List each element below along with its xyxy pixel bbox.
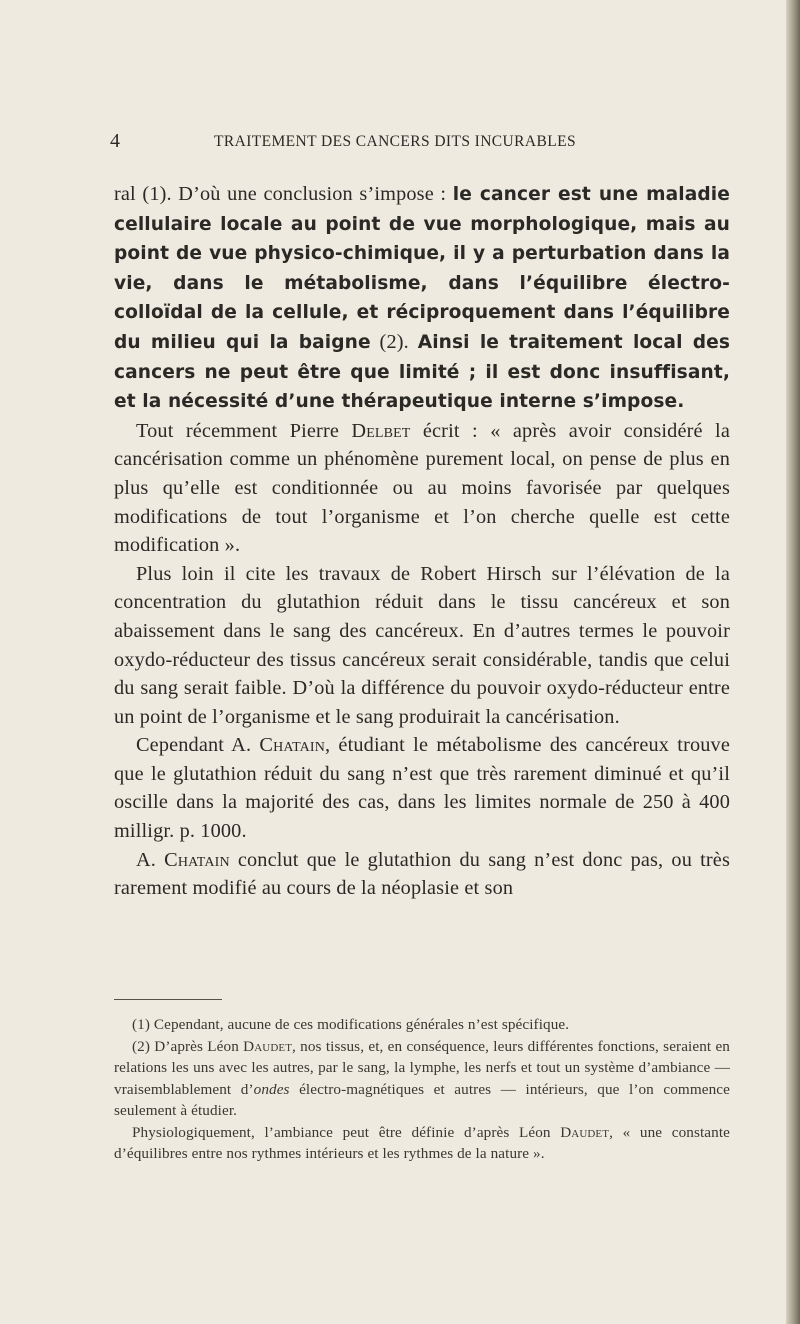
- footnote-3: [114, 1122, 730, 1165]
- page-edge: [786, 0, 800, 1324]
- author-name-daudet-2: Daudet: [560, 1123, 610, 1141]
- author-name-chatain: Chatain: [259, 734, 325, 757]
- footnotes: [114, 1014, 730, 1165]
- p1-start: ral (1). D’où une conclusion s’impose :: [114, 183, 453, 205]
- fn2-italic-word: ondes: [253, 1080, 290, 1098]
- paragraph-5: [114, 846, 730, 903]
- page-number: 4: [110, 130, 121, 152]
- p5-text-a: A.: [136, 848, 165, 871]
- p4-text-b: , étudiant le métabolisme des cancéreux trouve que le glutathion réduit du sang n’est que très rarement diminué et qu’il oscille dans la majorité des cas, dans les limites normale de 250 à 400 milligr. p. 1000.: [114, 734, 730, 843]
- body-text: [114, 180, 730, 903]
- paragraph-1: [114, 180, 730, 417]
- fn2-text-a: (2) D’après Léon: [132, 1037, 244, 1055]
- paragraph-2: [114, 417, 730, 560]
- footnote-separator: [114, 999, 222, 1000]
- p1-footnote-ref: (2).: [370, 330, 418, 353]
- running-header: [110, 130, 728, 155]
- p4-text-a: Cependant A.: [136, 734, 260, 757]
- p5-text-b: conclut que le glutathion du sang n’est donc pas, ou très rarement modifié au cours de la néoplasie et son: [114, 848, 730, 900]
- paragraph-3: Plus loin il cite les travaux de Robert Hirsch sur l’élévation de la concentration du glutathion réduit dans le tissu cancéreux et son abaissement dans le sang des cancéreux. En d’autres termes le pouvoir oxydo-réducteur des tissus cancéreux serait considérable, tandis que celui du sang serait faible. D’où la différence du pouvoir oxydo-réducteur entre un point de l’organisme et le sang produirait la cancérisation.: [114, 562, 730, 728]
- p2-text-b: écrit : « après avoir considéré la cancérisation comme un phénomène purement local, on pense de plus en plus qu’elle est conditionnée ou au moins favorisée par quelques modifications de tout l’organisme et l’on cherche quelle est cette modification ».: [114, 419, 730, 557]
- fn2-text-b: , nos tissus, et, en conséquence, leurs différentes fonctions, seraient en relations les uns avec les autres, par le sang, la lymphe, les nerfs et tout un système d’ambiance — vraisemblablement d’: [114, 1037, 731, 1098]
- fn3-text-a: Physiologiquement, l’ambiance peut être définie d’après Léon: [132, 1123, 561, 1141]
- p1-bold-conclusion: Ainsi le traitement local des cancers ne peut être que limité ; il est donc insuffisant, et la nécessité d’une thérapeutique interne s’impose.: [114, 331, 731, 413]
- p1-bold-statement: le cancer est une maladie cellulaire locale au point de vue morphologique, mais au point de vue physico-chimique, il y a perturbation dans la vie, dans le métabolisme, dans l’équilibre électro-colloïdal de la cellule, et réciproquement dans l’équilibre du milieu qui la baigne: [114, 184, 730, 353]
- footnote-2: [114, 1036, 730, 1122]
- author-name-daudet: Daudet: [243, 1037, 293, 1055]
- author-name-delbet: Delbet: [351, 419, 411, 442]
- author-name-chatain-2: Chatain: [164, 848, 230, 871]
- p2-text-a: Tout récemment Pierre: [136, 419, 352, 442]
- footnote-1: (1) Cependant, aucune de ces modifications générales n’est spécifique.: [132, 1016, 570, 1033]
- paragraph-4: [114, 731, 730, 845]
- fn2-text-c: électro-magnétiques et autres — intérieurs, que l’on commence seulement à étudier.: [114, 1080, 730, 1119]
- fn3-text-b: , « une constante d’équilibres entre nos rythmes intérieurs et les rythmes de la nature ».: [114, 1123, 730, 1162]
- running-title: TRAITEMENT DES CANCERS DITS INCURABLES: [214, 133, 576, 150]
